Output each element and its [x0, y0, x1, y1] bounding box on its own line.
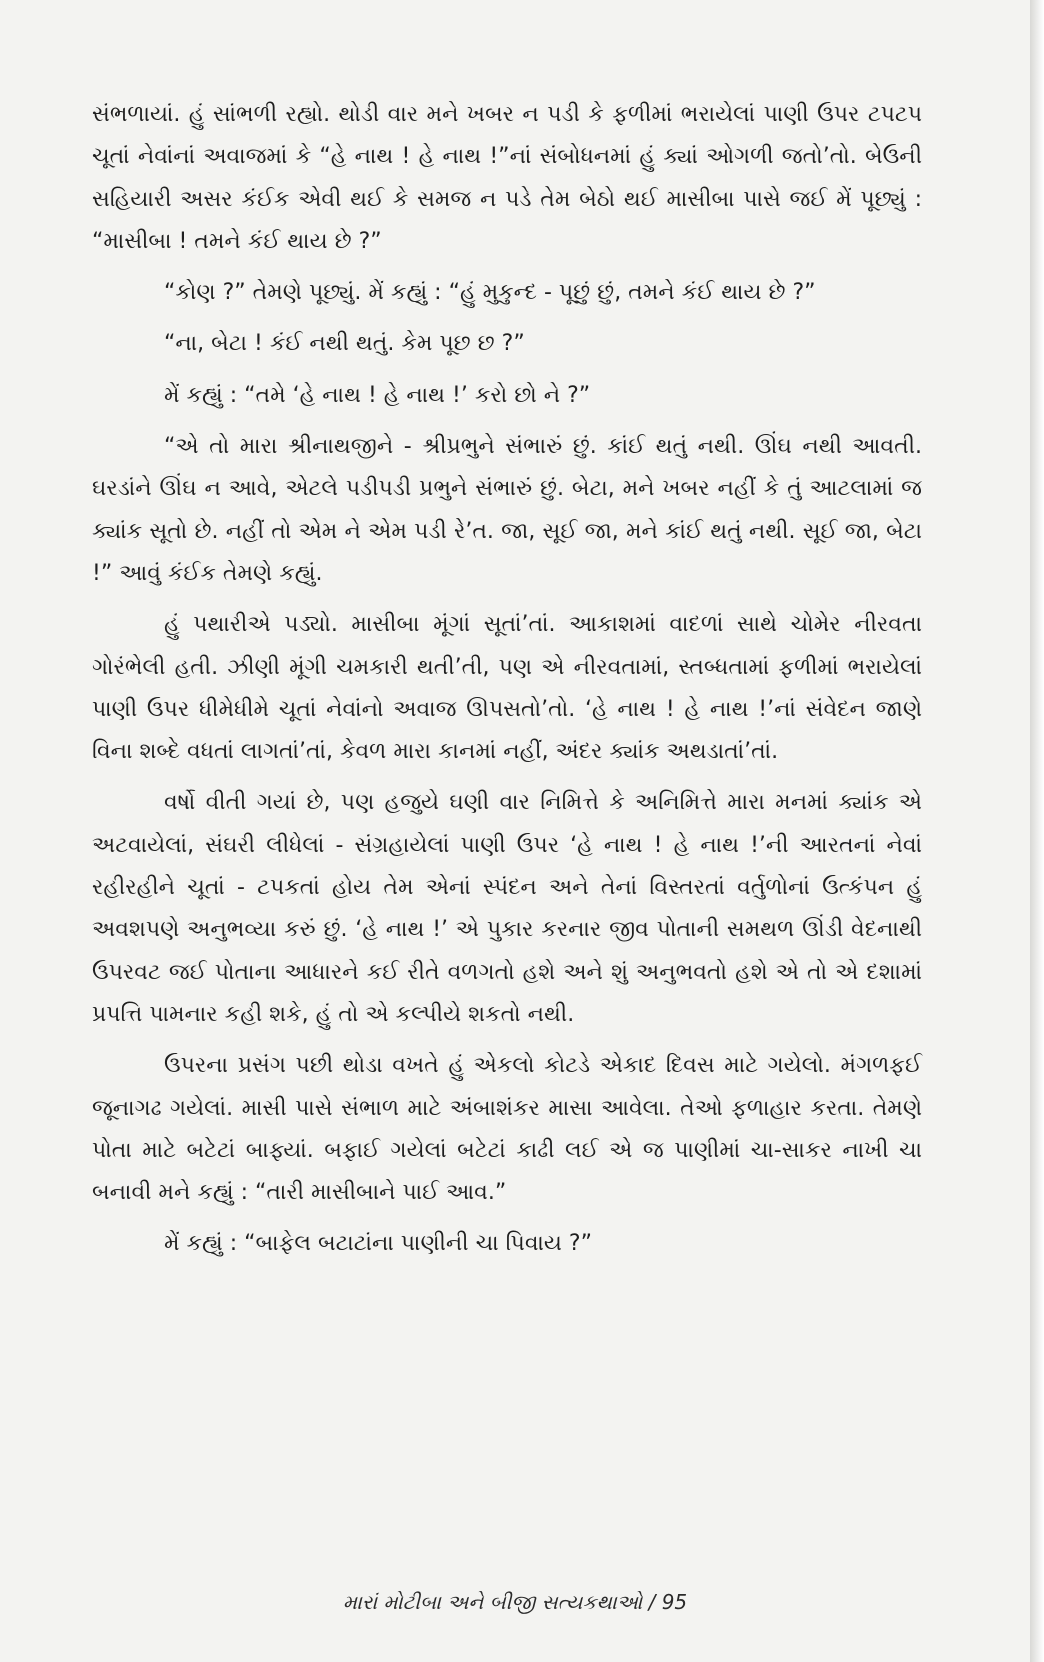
paragraph-7: વર્ષો વીતી ગયાં છે, પણ હજુયે ઘણી વાર નિમિત્તે કે અનિમિત્તે મારા મનમાં ક્યાંક એ અટવાયેલાં, સંઘરી લીધેલાં - સંગ્રહાયેલાં પાણી ઉપર ‘હે નાથ ! હે નાથ !’ની આરતનાં નેવાં રહીરહીને ચૂતાં - ટપકતાં હોય તેમ એનાં સ્પંદન અને તેનાં વિસ્તરતાં વર્તુળોનાં ઉત્કંપન હું અવશપણે અનુભવ્યા કરું છું. ‘હે નાથ !’ એ પુકાર કરનાર જીવ પોતાની સમથળ ઊંડી વેદનાથી ઉપરવટ જઈ પોતાના આધારને કઈ રીતે વળગતો હશે અને શું અનુભવતો હશે એ તો એ દશામાં પ્રપત્તિ પામનાર કહી શકે, હું તો એ કલ્પીયે શકતો નથી. — [92, 790, 922, 1027]
paragraph-3: “ના, બેટા ! કંઈ નથી થતું. કેમ પૂછ છ ?” — [164, 331, 525, 357]
footer-separator: / — [648, 1590, 656, 1614]
paragraph-8: ઉપરના પ્રસંગ પછી થોડા વખતે હું એકલો કોટડે એકાદ દિવસ માટે ગયેલો. મંગળફઈ જૂનાગઢ ગયેલાં. માસી પાસે સંભાળ માટે અંબાશંકર માસા આવેલા. તેઓ ફળાહાર કરતા. તેમણે પોતા માટે બટેટાં બાફ્યાં. બફાઈ ગયેલાં બટેટાં કાઢી લઈ એ જ પાણીમાં ચા-સાકર નાખી ચા બનાવી મને કહ્યું : “તારી માસીબાને પાઈ આવ.” — [92, 1053, 922, 1206]
paragraph-4: મેં કહ્યું : “તમે ‘હે નાથ ! હે નાથ !’ કરો છો ને ?” — [164, 382, 591, 408]
paragraph-1: સંભળાયાં. હું સાંભળી રહ્યો. થોડી વાર મને ખબર ન પડી કે ફળીમાં ભરાયેલાં પાણી ઉપર ટપટપ ચૂતાં નેવાંનાં અવાજમાં કે “હે નાથ ! હે નાથ !”નાં સંબોધનમાં હું ક્યાં ઓગળી જતો’તો. બેઉની સહિયારી અસર કંઈક એવી થઈ કે સમજ ન પડે તેમ બેઠો થઈ માસીબા પાસે જઈ મેં પૂછ્યું : “માસીબા ! તમને કંઈ થાય છે ?” — [92, 102, 922, 254]
paragraph-6: હું પથારીએ પડ્યો. માસીબા મૂંગાં સૂતાં’તાં. આકાશમાં વાદળાં સાથે ચોમેર નીરવતા ગોરંભેલી હતી. ઝીણી મૂંગી ચમકારી થતી’તી, પણ એ નીરવતામાં, સ્તબ્ધતામાં ફળીમાં ભરાયેલાં પાણી ઉપર ધીમેધીમે ચૂતાં નેવાંનો અવાજ ઊપસતો’તો. ‘હે નાથ ! હે નાથ !’નાં સંવેદન જાણે વિના શબ્દે વધતાં લાગતાં’તાં, કેવળ મારા કાનમાં નહીં, અંદર ક્યાંક અથડાતાં’તાં. — [92, 612, 922, 765]
paragraph-9: મેં કહ્યું : “બાફેલ બટાટાંના પાણીની ચા પિવાય ?” — [164, 1231, 593, 1257]
paragraph-5: “એ તો મારા શ્રીનાથજીને - શ્રીપ્રભુને સંભારું છું. કાંઈ થતું નથી. ઊંઘ નથી આવતી. ઘરડાંને ઊંઘ ન આવે, એટલે પડીપડી પ્રભુને સંભારું છું. બેટા, મને ખબર નહીં કે તું આટલામાં જ ક્યાંક સૂતો છે. નહીં તો એમ ને એમ પડી રે’ત. જા, સૂઈ જા, મને કાંઈ થતું નથી. સૂઈ જા, બેટા !” આવું કંઈક તેમણે કહ્યું. — [92, 434, 922, 586]
footer-page-number: 95 — [661, 1590, 688, 1614]
page-footer — [0, 1590, 1030, 1614]
page-body — [92, 94, 922, 1275]
paragraph-2: “કોણ ?” તેમણે પૂછ્યું. મેં કહ્યું : “હું મુકુન્દ - પૂછું છું, તમને કંઈ થાય છે ?” — [164, 280, 816, 306]
page-edge — [1030, 0, 1044, 1662]
footer-book-title: મારાં મોટીબા અને બીજી સત્યકથાઓ — [342, 1590, 643, 1614]
